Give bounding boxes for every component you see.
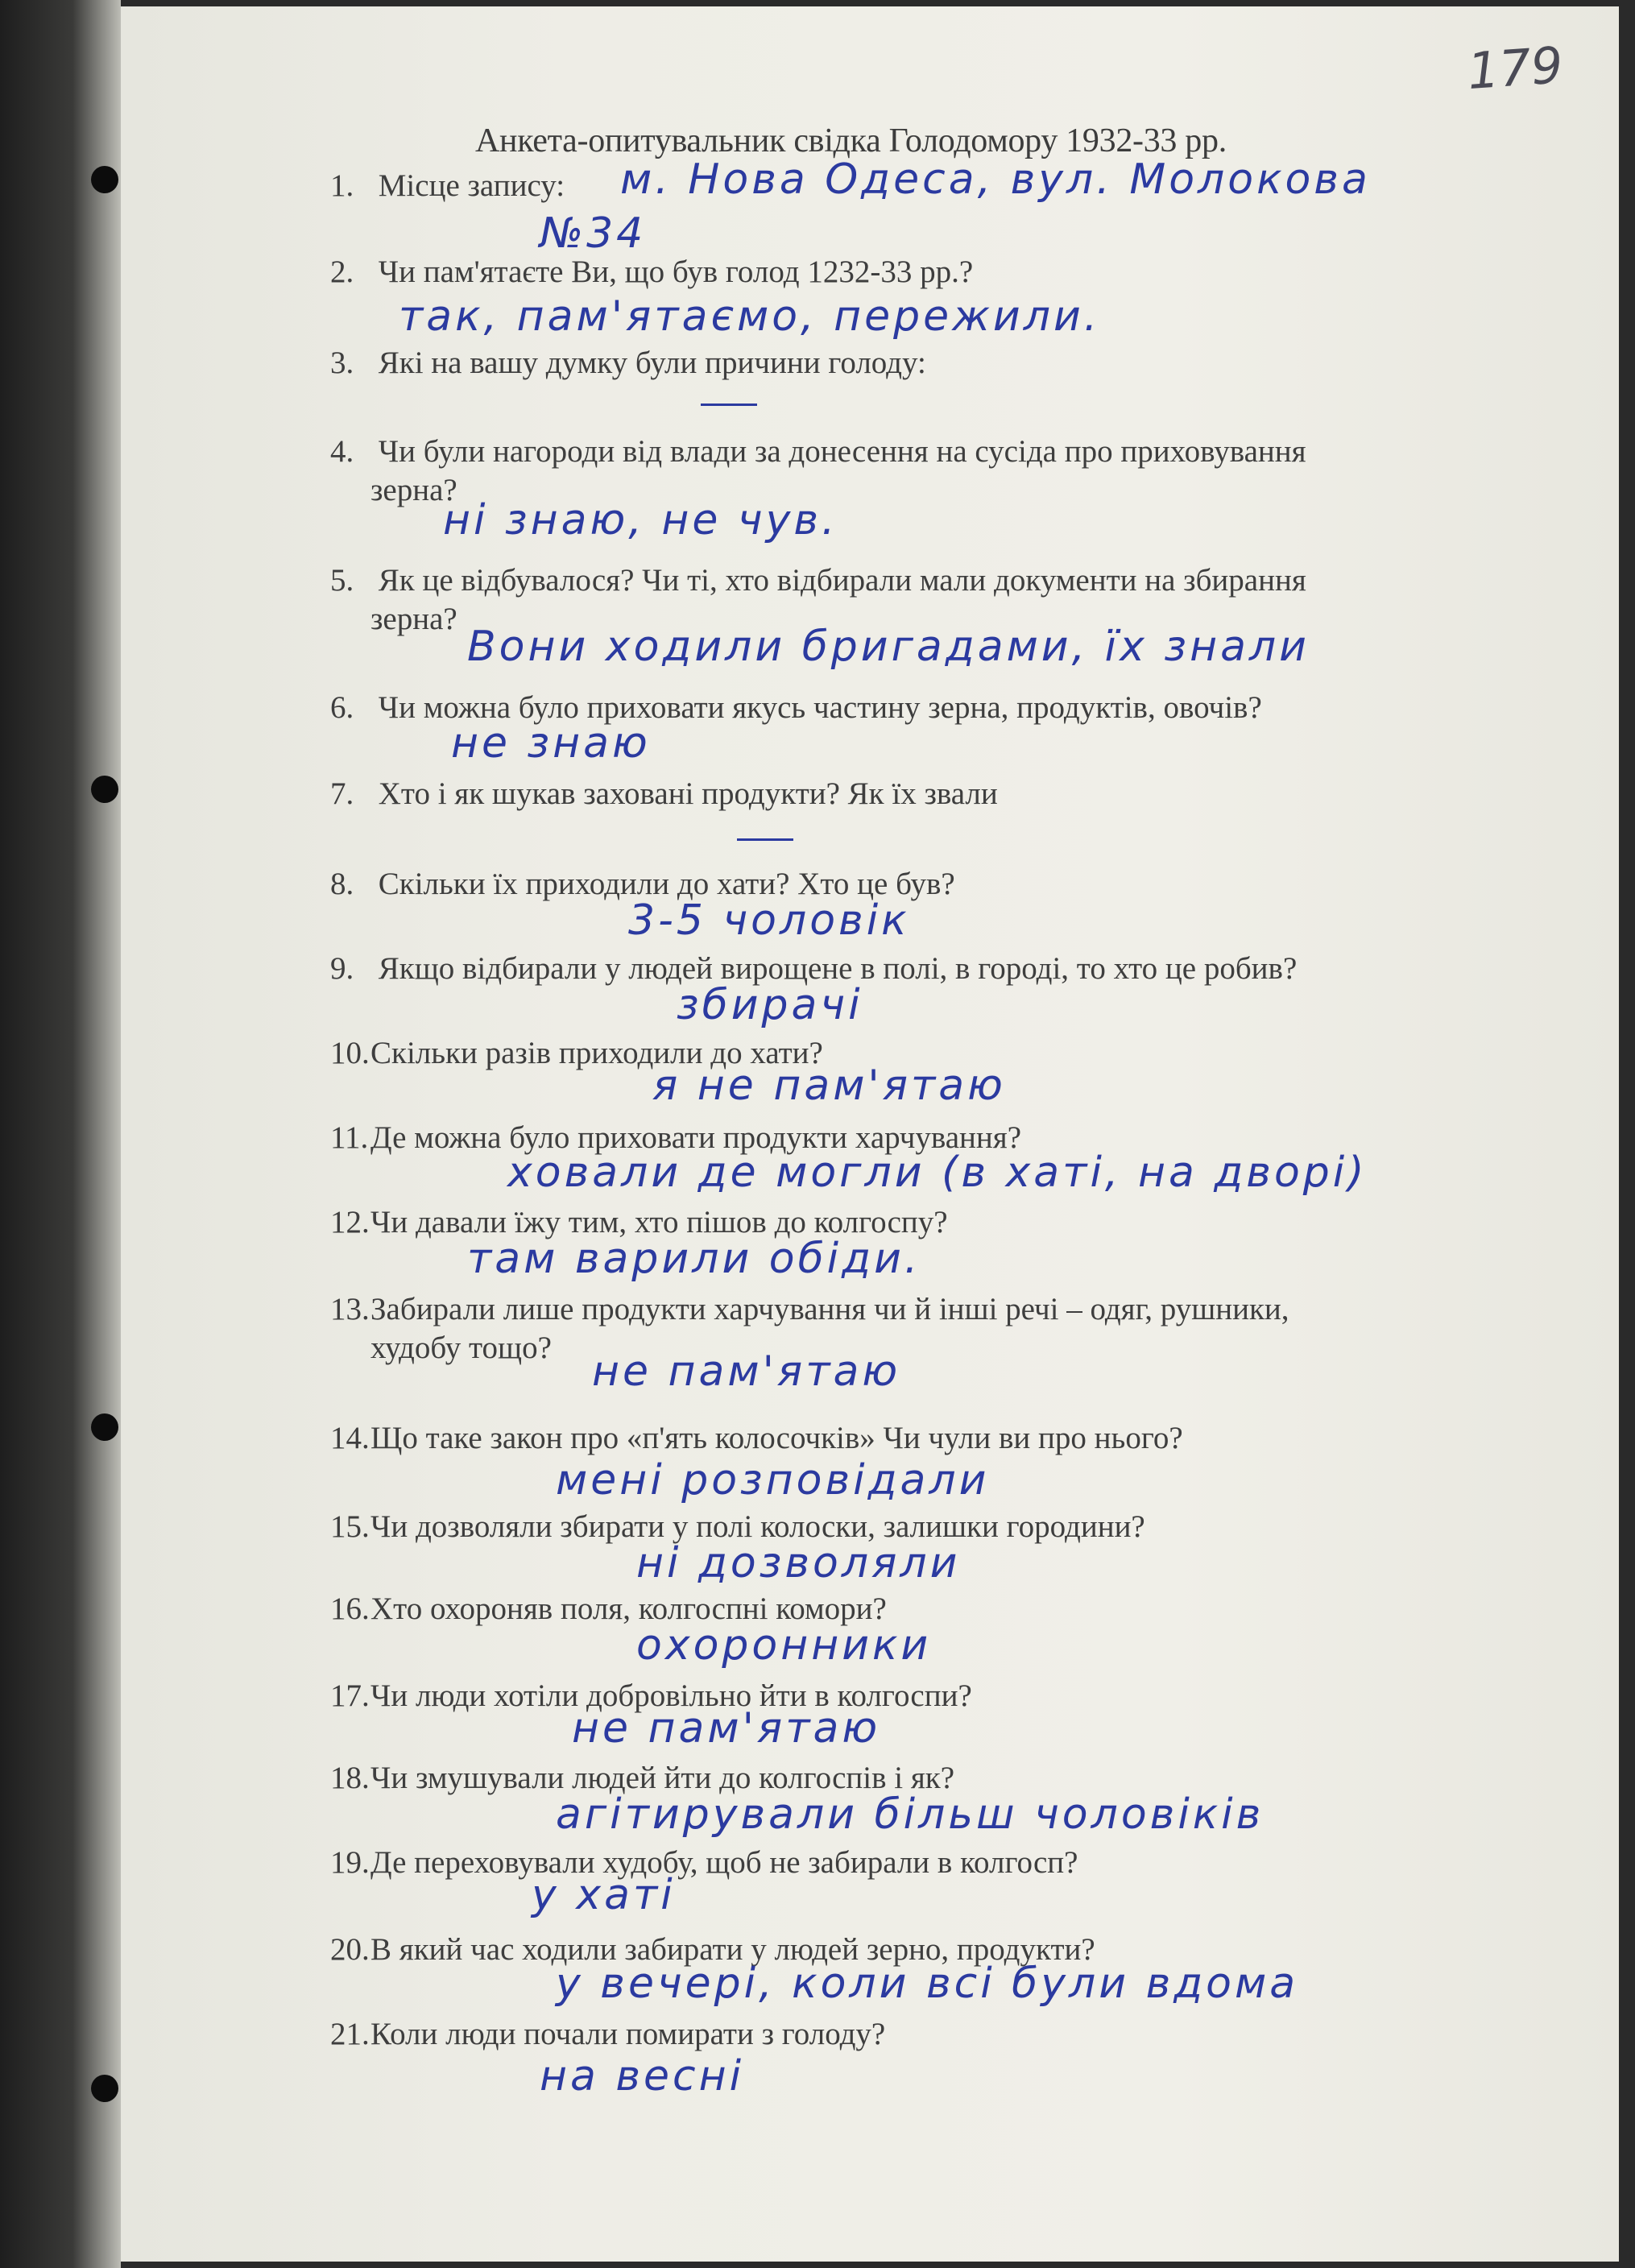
answer-9: збирачі bbox=[677, 981, 863, 1029]
answer-19: у хаті bbox=[532, 1871, 676, 1919]
answer-5: Вони ходили бригадами, їх знали bbox=[467, 623, 1310, 671]
question-9: 9. Якщо відбирали у людей вирощене в полі, в городі, то хто це робив? bbox=[330, 951, 1298, 986]
binder-hole-3 bbox=[91, 1413, 118, 1441]
question-6: 6. Чи можна було приховати якусь частину зерна, продуктів, овочів? bbox=[330, 690, 1262, 725]
question-10: 10.Скільки разів приходили до хати? bbox=[330, 1036, 823, 1070]
question-7: 7. Хто і як шукав заховані продукти? Як їх звали bbox=[330, 776, 998, 811]
answer-7-dash bbox=[737, 838, 793, 841]
answer-17: не пам'ятаю bbox=[572, 1704, 881, 1753]
answer-1: м. Нова Одеса, вул. Молокова bbox=[620, 155, 1371, 204]
question-18: 18.Чи змушували людей йти до колгоспів і як? bbox=[330, 1761, 955, 1795]
question-20: 20.В який час ходили забирати у людей зерно, продукти? bbox=[330, 1932, 1095, 1967]
answer-6: не знаю bbox=[451, 719, 651, 768]
answer-15: ні дозволяли bbox=[636, 1539, 961, 1587]
question-4-line-2: зерна? bbox=[370, 473, 457, 507]
answer-2: так, пам'ятаємо, пережили. bbox=[399, 292, 1101, 341]
question-5: 5. Як це відбувалося? Чи ті, хто відбирали мали документи на збирання bbox=[330, 563, 1306, 598]
question-15: 15.Чи дозволяли збирати у полі колоски, залишки городини? bbox=[330, 1509, 1145, 1544]
answer-4: ні знаю, не чув. bbox=[443, 496, 838, 544]
question-11: 11.Де можна було приховати продукти харчування? bbox=[330, 1120, 1022, 1155]
question-14: 14.Що таке закон про «п'ять колосочків» Чи чули ви про нього? bbox=[330, 1421, 1183, 1455]
question-13-line-2: худобу тощо? bbox=[370, 1331, 552, 1365]
question-16: 16.Хто охороняв поля, колгоспні комори? bbox=[330, 1591, 887, 1626]
answer-3-dash bbox=[701, 404, 757, 406]
answer-12: там варили обіди. bbox=[467, 1235, 921, 1283]
answer-11: ховали де могли (в хаті, на дворі) bbox=[507, 1148, 1368, 1197]
answer-13: не пам'ятаю bbox=[592, 1347, 901, 1396]
answer-18: агітирували більш чоловіків bbox=[556, 1790, 1265, 1839]
question-3: 3. Які на вашу думку були причини голоду: bbox=[330, 346, 926, 380]
answer-10: я не пам'ятаю bbox=[652, 1062, 1006, 1110]
question-1: 1. Місце запису: bbox=[330, 168, 565, 203]
questionnaire-sheet bbox=[121, 6, 1619, 2262]
question-2: 2. Чи пам'ятаєте Ви, що був голод 1232-33 рр.? bbox=[330, 255, 974, 289]
question-17: 17.Чи люди хотіли добровільно йти в колгоспи? bbox=[330, 1678, 972, 1713]
answer-8: 3-5 чоловік bbox=[628, 896, 910, 945]
question-8: 8. Скільки їх приходили до хати? Хто це був? bbox=[330, 867, 955, 901]
question-5-line-2: зерна? bbox=[370, 602, 457, 636]
page-number: 179 bbox=[1465, 35, 1565, 101]
answer-16: охоронники bbox=[636, 1621, 932, 1670]
answer-21: на весні bbox=[540, 2052, 745, 2100]
page-title: Анкета-опитувальник свідка Голодомору 1932-33 рр. bbox=[475, 122, 1227, 159]
answer-20: у вечері, коли всі були вдома bbox=[556, 1960, 1299, 2008]
answer-14: мені розповідали bbox=[556, 1456, 990, 1504]
binder-hole-2 bbox=[91, 776, 118, 803]
binder-hole-1 bbox=[91, 166, 118, 193]
binder-hole-4 bbox=[91, 2075, 118, 2102]
scan-shadow-edge bbox=[0, 0, 121, 2268]
question-12: 12.Чи давали їжу тим, хто пішов до колгоспу? bbox=[330, 1205, 948, 1240]
answer-1-line-2: №34 bbox=[540, 209, 647, 258]
question-21: 21.Коли люди почали помирати з голоду? bbox=[330, 2017, 886, 2051]
question-13: 13.Забирали лише продукти харчування чи й інші речі – одяг, рушники, bbox=[330, 1292, 1289, 1326]
question-4: 4. Чи були нагороди від влади за донесення на сусіда про приховування bbox=[330, 434, 1306, 469]
question-19: 19.Де переховували худобу, щоб не забирали в колгосп? bbox=[330, 1845, 1078, 1880]
